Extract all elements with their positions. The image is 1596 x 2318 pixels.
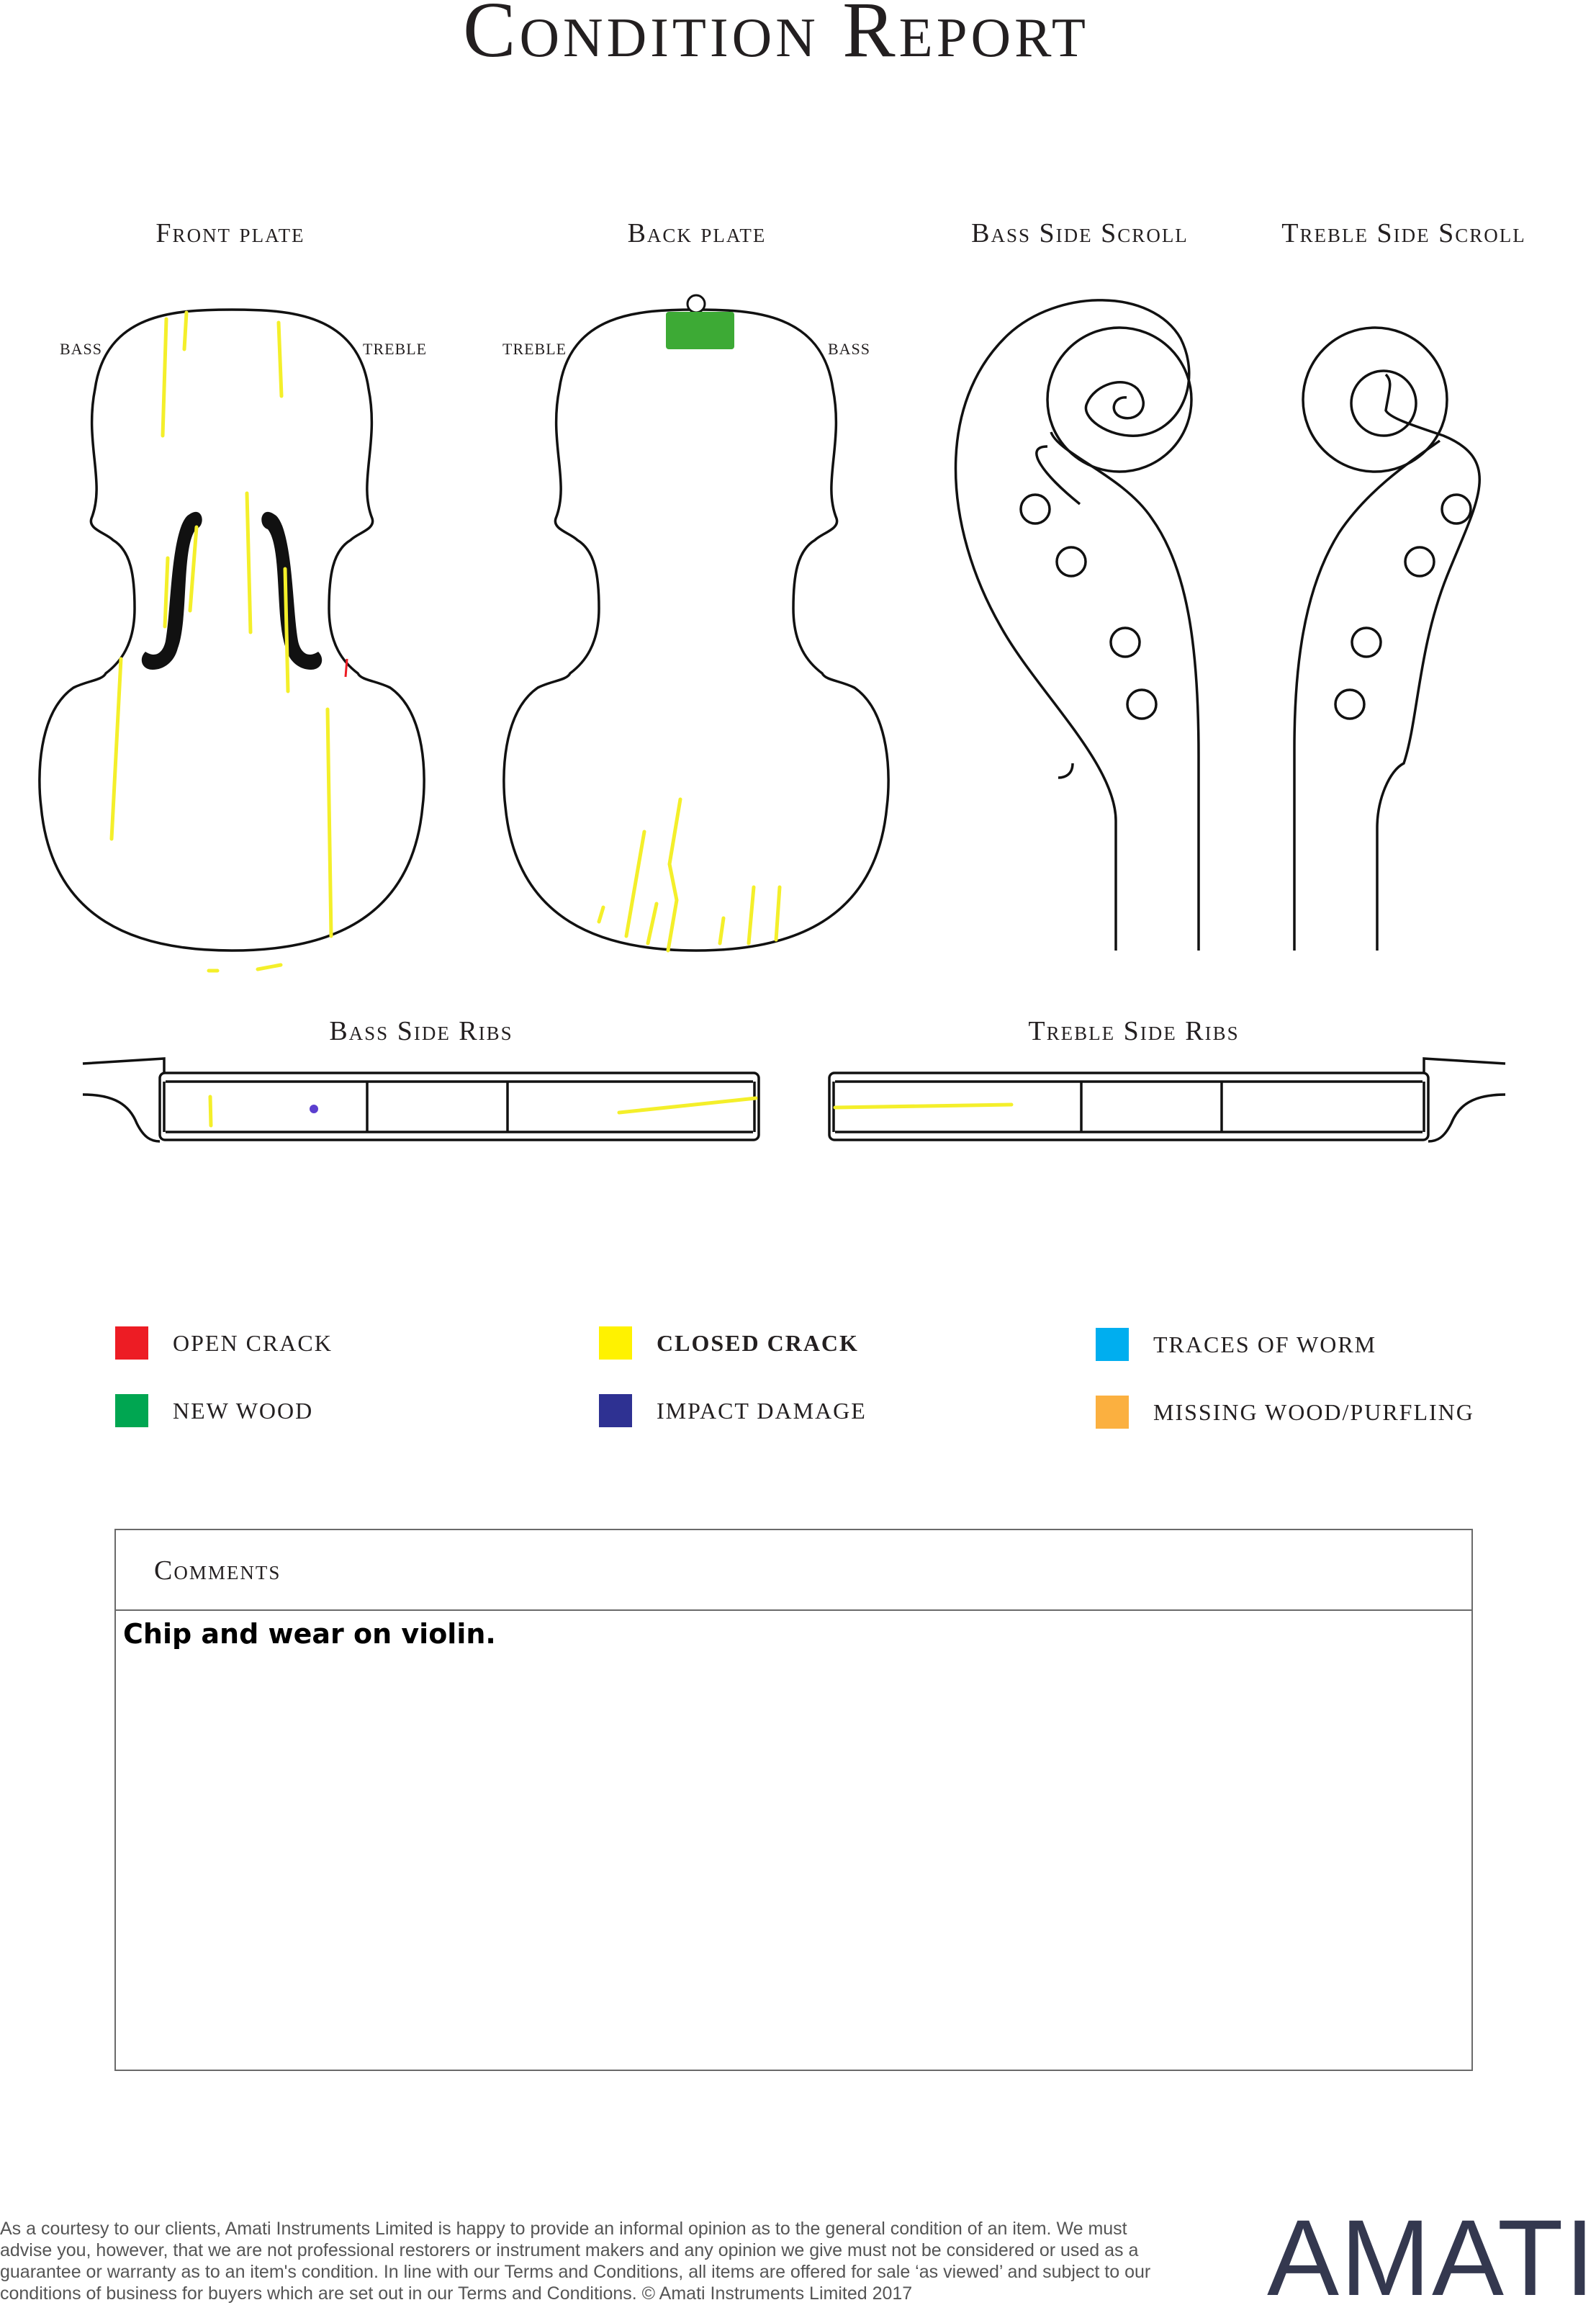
front-plate-label: Front plate (155, 218, 305, 248)
treble-side-scroll-label: Treble Side Scroll (1281, 218, 1526, 248)
closed-crack-markings (112, 313, 1011, 1126)
front-bass-label: BASS (60, 340, 103, 358)
open-crack-marking (346, 659, 347, 677)
back-bass-label: BASS (828, 340, 871, 358)
legend-swatch (1096, 1396, 1129, 1429)
legend-impact-damage (599, 1394, 867, 1427)
page-title: Condition Report (463, 0, 1089, 73)
back-plate-label: Back plate (627, 218, 767, 248)
comments-header (116, 1530, 1471, 1611)
comments-text: Chip and wear on violin. (123, 1618, 496, 1650)
legend-missing-wood (1096, 1396, 1474, 1429)
treble-scroll-drawing (1294, 328, 1479, 951)
bass-ribs-drawing (83, 1059, 759, 1141)
comments-heading: Comments (154, 1555, 281, 1586)
back-treble-label: TREBLE (502, 340, 567, 358)
legend-traces-of-worm (1096, 1328, 1376, 1361)
footer-disclaimer: As a courtesy to our clients, Amati Instruments Limited is happy to provide an informal opinion as to the general condition of an item. We must advise you, however, that we are not professional restorers or instrument makers and any opinion we give must not be considered or used as a guarantee or warranty as to an item's condition. In line with our Terms and Conditions, all items are offered for sale ‘as viewed’ and subject to our conditions of business for buyers which are set out in our Terms and Conditions. © Amati Instruments Limited 2017 (0, 2219, 1151, 2304)
bass-side-scroll-label: Bass Side Scroll (971, 218, 1189, 248)
legend-label: IMPACT DAMAGE (657, 1397, 867, 1424)
brand-logo: AMATI (1267, 2197, 1596, 2318)
legend-swatch (115, 1394, 148, 1427)
legend-swatch (599, 1326, 632, 1360)
new-wood-marking (666, 312, 734, 349)
bass-scroll-drawing (956, 300, 1199, 951)
legend-label: MISSING WOOD/PURFLING (1153, 1398, 1474, 1425)
legend-swatch (1096, 1328, 1129, 1361)
legend-swatch (115, 1326, 148, 1360)
legend-label: CLOSED CRACK (657, 1329, 859, 1356)
impact-damage-marking (310, 1105, 318, 1113)
bass-side-ribs-label: Bass Side Ribs (329, 1016, 513, 1046)
legend-label: TRACES OF WORM (1153, 1331, 1377, 1357)
comments-box (114, 1529, 1473, 2071)
legend-closed-crack (599, 1326, 859, 1360)
legend-open-crack (115, 1326, 333, 1360)
legend-label: OPEN CRACK (173, 1329, 333, 1356)
treble-side-ribs-label: Treble Side Ribs (1028, 1016, 1240, 1046)
back-plate-drawing (504, 295, 888, 951)
treble-ribs-drawing (829, 1059, 1505, 1141)
legend-swatch (599, 1394, 632, 1427)
legend-new-wood (115, 1394, 313, 1427)
legend-label: NEW WOOD (173, 1397, 314, 1424)
front-plate-drawing (40, 310, 424, 951)
front-treble-label: TREBLE (363, 340, 428, 358)
